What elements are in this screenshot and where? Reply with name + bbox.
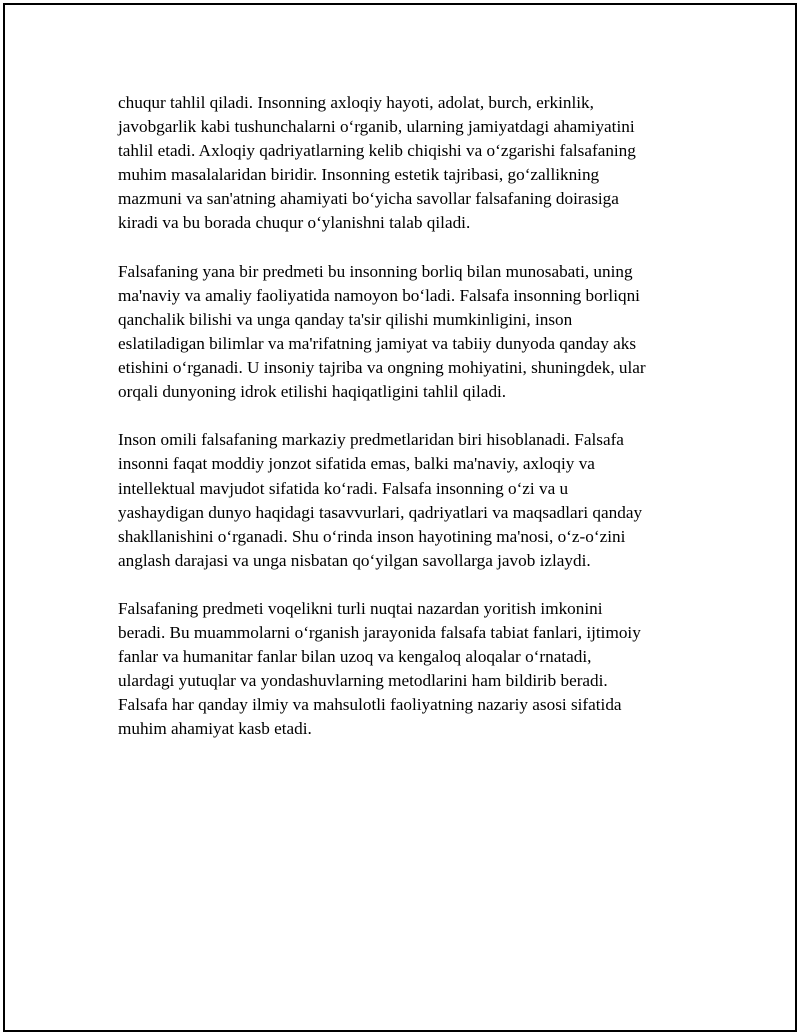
text-line: mazmuni va san'atning ahamiyati bo‘yicha savollar falsafaning doirasiga [118, 189, 619, 209]
document-body [118, 91, 678, 766]
text-line: Falsafaning yana bir predmeti bu insonning borliq bilan munosabati, uning [118, 261, 633, 281]
text-line: muhim masalalaridan biridir. Insonning estetik tajribasi, go‘zallikning [118, 165, 600, 185]
text-line: fanlar va humanitar fanlar bilan uzoq va kengaloq aloqalar o‘rnatadi, [118, 647, 592, 667]
text-line: intellektual mavjudot sifatida ko‘radi. Falsafa insonning o‘zi va u [118, 478, 569, 498]
text-line: anglash darajasi va unga nisbatan qo‘yilgan savollarga javob izlaydi. [118, 550, 591, 570]
text-line: chuqur tahlil qiladi. Insonning axloqiy hayoti, adolat, burch, erkinlik, [118, 93, 594, 112]
text-line: etishini o‘rganadi. U insoniy tajriba va ongning mohiyatini, shuningdek, ular [118, 358, 646, 378]
text-line: kiradi va bu borada chuqur o‘ylanishni talab qiladi. [118, 213, 471, 233]
paragraph [118, 428, 678, 573]
paragraph [118, 91, 678, 236]
paragraph [118, 597, 678, 742]
text-line: tahlil etadi. Axloqiy qadriyatlarning kelib chiqishi va o‘zgarishi falsafaning [118, 141, 636, 161]
text-line: javobgarlik kabi tushunchalarni o‘rganib, ularning jamiyatdagi ahamiyatini [118, 117, 635, 137]
text-line: qanchalik bilishi va unga qanday ta'sir qilishi mumkinligini, inson [118, 309, 573, 329]
text-line: orqali dunyoning idrok etilishi haqiqatligini tahlil qiladi. [118, 382, 507, 402]
text-line: shakllanishini o‘rganadi. Shu o‘rinda inson hayotining ma'nosi, o‘z-o‘zini [118, 526, 626, 546]
text-line: Inson omili falsafaning markaziy predmetlaridan biri hisoblanadi. Falsafa [118, 430, 624, 450]
text-line: insonni faqat moddiy jonzot sifatida emas, balki ma'naviy, axloqiy va [118, 454, 595, 474]
text-line: muhim ahamiyat kasb etadi. [118, 719, 312, 739]
text-line: Falsafa har qanday ilmiy va mahsulotli faoliyatning nazariy asosi sifatida [118, 695, 622, 715]
text-line: ulardagi yutuqlar va yondashuvlarning metodlarini ham bildirib beradi. [118, 671, 608, 691]
text-line: beradi. Bu muammolarni o‘rganish jarayonida falsafa tabiat fanlari, ijtimoiy [118, 623, 641, 643]
text-line: eslatiladigan bilimlar va ma'rifatning jamiyat va tabiiy dunyoda qanday aks [118, 333, 637, 353]
text-line: ma'naviy va amaliy faoliyatida namoyon bo‘ladi. Falsafa insonning borliqni [118, 285, 640, 305]
paragraph [118, 260, 678, 405]
text-line: yashaydigan dunyo haqidagi tasavvurlari, qadriyatlari va maqsadlari qanday [118, 502, 643, 522]
text-line: Falsafaning predmeti voqelikni turli nuqtai nazardan yoritish imkonini [118, 598, 603, 618]
